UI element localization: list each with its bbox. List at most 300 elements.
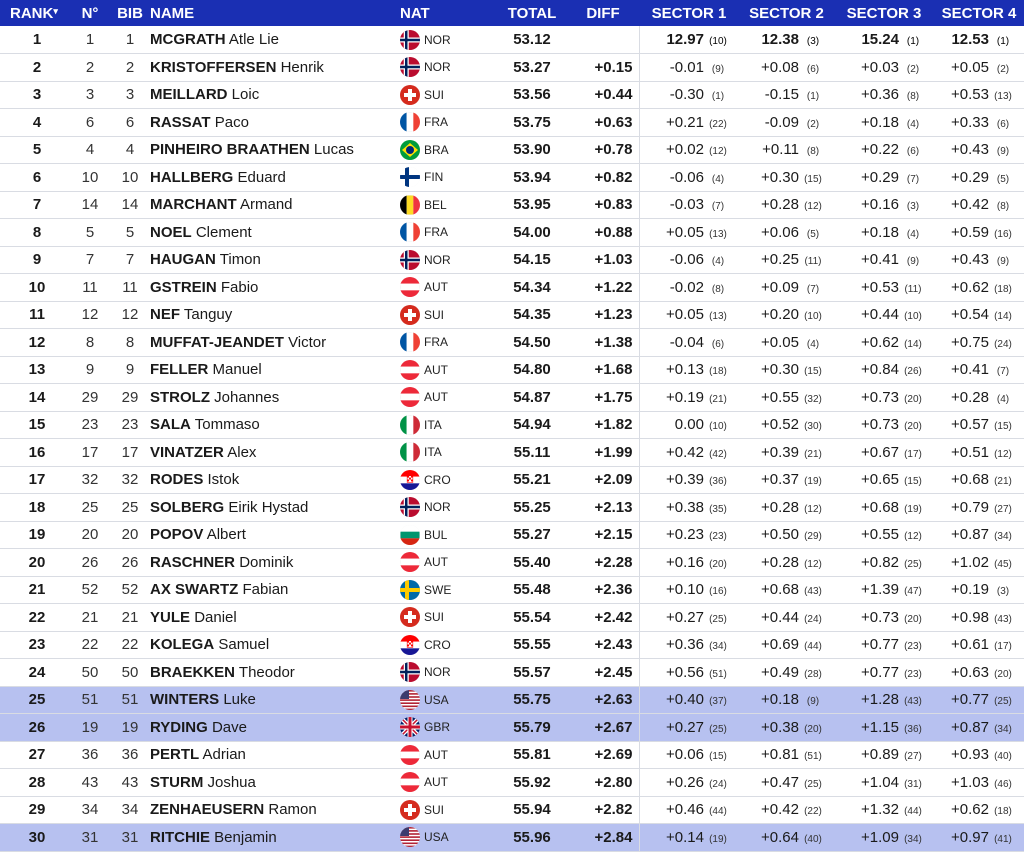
table-row[interactable] <box>0 54 1024 82</box>
sector-rank: (22) <box>804 806 822 818</box>
table-row[interactable] <box>0 631 1024 659</box>
sector-time: 12.97 <box>666 31 704 48</box>
sector2-cell <box>739 796 834 824</box>
bib-cell: 3 <box>125 86 135 104</box>
athlete-name-cell[interactable] <box>150 411 400 439</box>
athlete-first-name: Adrian <box>202 746 246 764</box>
sector-rank: (21) <box>994 476 1012 488</box>
sector-time: +0.54 <box>951 306 989 324</box>
sector3-cell <box>834 301 934 329</box>
athlete-name-cell[interactable] <box>150 54 400 82</box>
diff-cell: +2.09 <box>594 471 633 489</box>
start-number-cell: 9 <box>85 361 95 379</box>
sector-time: +0.21 <box>666 113 704 131</box>
athlete-name-cell[interactable] <box>150 191 400 219</box>
athlete-first-name: Theodor <box>238 663 295 681</box>
sector-time: +0.43 <box>951 251 989 269</box>
athlete-first-name: Victor <box>288 333 327 351</box>
athlete-name-cell[interactable] <box>150 109 400 137</box>
sector-time: +0.23 <box>666 526 704 544</box>
athlete-name-cell[interactable] <box>150 466 400 494</box>
bib-header[interactable]: BIB <box>117 4 143 22</box>
aut-flag-icon <box>400 552 420 572</box>
athlete-last-name: SOLBERG <box>150 498 225 516</box>
sector-rank: (13) <box>709 228 727 240</box>
sector4-cell <box>934 329 1024 357</box>
table-row[interactable] <box>0 356 1024 384</box>
sector-rank: (21) <box>804 448 822 460</box>
bib-cell: 5 <box>125 223 135 241</box>
sector-rank: (15) <box>994 421 1012 433</box>
athlete-name-cell[interactable] <box>150 796 400 824</box>
table-row[interactable] <box>0 824 1024 852</box>
fra-flag-icon <box>400 332 420 352</box>
athlete-name-cell[interactable] <box>150 246 400 274</box>
no-header[interactable]: N° <box>81 4 99 22</box>
nation-code: USA <box>424 830 449 845</box>
sector-time: +0.89 <box>861 746 899 764</box>
sector-time: +0.06 <box>666 746 704 764</box>
sector-time: +0.55 <box>861 526 899 544</box>
sector-rank: (15) <box>709 751 727 763</box>
sector-time: +0.69 <box>761 636 799 654</box>
diff-cell: +1.99 <box>594 443 633 461</box>
sector-time: +0.28 <box>761 553 799 571</box>
athlete-name-cell[interactable] <box>150 384 400 412</box>
rank-cell: 30 <box>28 828 46 846</box>
sector-time: +0.30 <box>761 361 799 379</box>
sector-time: +1.28 <box>861 691 899 709</box>
athlete-name-cell[interactable] <box>150 521 400 549</box>
sector-rank: (3) <box>806 36 820 47</box>
athlete-name-cell[interactable] <box>150 741 400 769</box>
athlete-name-cell[interactable] <box>150 714 400 742</box>
sector-rank: (15) <box>904 476 922 488</box>
start-number-cell: 52 <box>81 581 99 599</box>
sector-time: -0.15 <box>764 86 799 104</box>
sector-rank: (2) <box>906 63 920 75</box>
sector4-header[interactable]: SECTOR 4 <box>941 4 1017 22</box>
sector-rank: (4) <box>996 393 1010 405</box>
sector-rank: (18) <box>709 366 727 378</box>
diff-header[interactable]: DIFF <box>586 4 620 22</box>
athlete-name-cell[interactable] <box>150 494 400 522</box>
sector2-cell <box>739 659 834 687</box>
diff-cell <box>567 26 639 54</box>
athlete-first-name: Loic <box>231 86 260 104</box>
athlete-name-cell[interactable] <box>150 219 400 247</box>
sector-time: +0.36 <box>666 636 704 654</box>
sui-flag-icon <box>400 800 420 820</box>
rank-cell: 6 <box>32 168 42 186</box>
sector-rank: (9) <box>996 146 1010 158</box>
sector-time: +1.03 <box>951 773 989 791</box>
table-row[interactable] <box>0 686 1024 714</box>
sector-rank: (10) <box>709 421 727 433</box>
nation-code: CRO <box>424 637 451 652</box>
total-time-cell: 55.48 <box>513 581 551 599</box>
sort-caret-icon: ▾ <box>53 5 58 16</box>
nation-cell <box>400 384 497 412</box>
usa-flag-icon <box>400 690 420 710</box>
total-time-cell: 55.55 <box>513 636 551 654</box>
athlete-name-cell[interactable] <box>150 274 400 302</box>
rank-cell: 4 <box>32 113 42 131</box>
athlete-first-name: Dominik <box>239 553 294 571</box>
rank-cell: 22 <box>28 608 46 626</box>
athlete-first-name: Dave <box>211 718 247 736</box>
sector-time: +0.77 <box>951 691 989 709</box>
sector3-header[interactable]: SECTOR 3 <box>846 4 922 22</box>
sector4-cell <box>934 494 1024 522</box>
sector-rank: (20) <box>904 613 922 625</box>
sector1-cell <box>639 329 739 357</box>
nation-code: BRA <box>424 142 449 157</box>
sector-rank: (17) <box>904 448 922 460</box>
sector1-cell <box>639 54 739 82</box>
sector4-cell <box>934 136 1024 164</box>
sector-rank: (10) <box>804 311 822 323</box>
sector-rank: (11) <box>804 256 822 268</box>
nation-code: FRA <box>424 335 448 350</box>
start-number-cell: 36 <box>81 746 99 764</box>
sector3-cell <box>834 796 934 824</box>
nor-flag-icon <box>400 57 420 77</box>
sector-rank: (8) <box>711 283 725 295</box>
sector3-cell <box>834 109 934 137</box>
sector-time: 0.00 <box>674 416 704 434</box>
rank-cell: 19 <box>28 526 46 544</box>
sector-rank: (12) <box>904 531 922 543</box>
aut-flag-icon <box>400 387 420 407</box>
sector-time: +0.62 <box>951 278 989 296</box>
sector-rank: (1) <box>806 91 820 103</box>
athlete-last-name: RITCHIE <box>150 828 210 846</box>
total-time-cell: 55.75 <box>513 691 551 709</box>
sector1-cell <box>639 191 739 219</box>
nation-cell <box>400 219 497 247</box>
nation-code: GBR <box>424 720 451 735</box>
results-body <box>0 26 1024 851</box>
sector-time: +0.67 <box>861 443 899 461</box>
rank-cell: 21 <box>28 581 46 599</box>
athlete-name-cell[interactable] <box>150 439 400 467</box>
nation-code: AUT <box>424 555 448 570</box>
sector2-cell <box>739 219 834 247</box>
nation-code: AUT <box>424 775 448 790</box>
header-row <box>0 0 1024 26</box>
sector-rank: (29) <box>804 531 822 543</box>
sector1-cell <box>639 439 739 467</box>
sector-rank: (7) <box>996 366 1010 378</box>
sector-time: +0.27 <box>666 608 704 626</box>
athlete-name-cell[interactable] <box>150 164 400 192</box>
ita-flag-icon <box>400 442 420 462</box>
nation-cell <box>400 54 497 82</box>
sector3-cell <box>834 329 934 357</box>
sector-time: +0.68 <box>951 471 989 489</box>
athlete-last-name: PINHEIRO BRAATHEN <box>150 141 310 159</box>
sector1-cell <box>639 659 739 687</box>
sector-time: -0.30 <box>669 86 704 104</box>
sector-rank: (9) <box>711 63 725 75</box>
sector-time: +0.87 <box>951 526 989 544</box>
sector1-header[interactable]: SECTOR 1 <box>651 4 727 22</box>
table-row[interactable] <box>0 576 1024 604</box>
rank-cell: 8 <box>32 223 42 241</box>
nor-flag-icon <box>400 497 420 517</box>
table-row[interactable] <box>0 329 1024 357</box>
sector1-cell <box>639 576 739 604</box>
athlete-last-name: MCGRATH <box>150 31 226 48</box>
total-time-cell: 54.50 <box>513 333 551 351</box>
table-row[interactable] <box>0 301 1024 329</box>
sector2-cell <box>739 494 834 522</box>
total-time-cell: 55.11 <box>513 443 551 461</box>
athlete-last-name: KOLEGA <box>150 636 215 654</box>
diff-cell: +2.84 <box>594 828 633 846</box>
nation-code: FRA <box>424 225 448 240</box>
athlete-name-cell[interactable] <box>150 604 400 632</box>
nation-cell <box>400 741 497 769</box>
bib-cell: 17 <box>121 443 139 461</box>
table-row[interactable] <box>0 769 1024 797</box>
diff-cell: +0.88 <box>594 223 633 241</box>
diff-cell: +2.45 <box>594 663 633 681</box>
sector-time: +0.10 <box>666 581 704 599</box>
total-time-cell: 54.87 <box>513 388 551 406</box>
table-row[interactable] <box>0 274 1024 302</box>
sector-time: +1.15 <box>861 718 899 736</box>
table-row[interactable] <box>0 659 1024 687</box>
nation-cell <box>400 576 497 604</box>
sector4-cell <box>934 164 1024 192</box>
sector2-header[interactable]: SECTOR 2 <box>749 4 824 22</box>
sector-time: +0.06 <box>761 223 799 241</box>
table-row[interactable] <box>0 246 1024 274</box>
table-row[interactable] <box>0 219 1024 247</box>
sector-rank: (43) <box>804 586 822 598</box>
sector-time: 15.24 <box>861 31 899 48</box>
rank-cell: 26 <box>28 718 46 736</box>
sector2-cell <box>739 824 834 852</box>
sector-time: +0.18 <box>861 113 899 131</box>
bib-cell: 12 <box>121 306 139 324</box>
table-row[interactable] <box>0 384 1024 412</box>
athlete-first-name: Tommaso <box>194 416 260 434</box>
table-row[interactable] <box>0 411 1024 439</box>
sector-rank: (7) <box>906 173 920 185</box>
bib-cell: 23 <box>121 416 139 434</box>
nation-code: NOR <box>424 252 451 267</box>
total-time-cell: 55.57 <box>513 663 551 681</box>
sector-rank: (32) <box>804 393 822 405</box>
nation-code: NOR <box>424 60 451 75</box>
nation-code: ITA <box>424 417 442 432</box>
sector-rank: (31) <box>904 778 922 790</box>
table-row[interactable] <box>0 494 1024 522</box>
sector2-cell <box>739 521 834 549</box>
athlete-last-name: WINTERS <box>150 691 220 709</box>
sector-rank: (17) <box>994 641 1012 653</box>
sector2-cell <box>739 54 834 82</box>
bib-cell: 19 <box>121 718 139 736</box>
nation-code: BUL <box>424 527 448 542</box>
sector-rank: (22) <box>709 118 727 130</box>
name-header[interactable]: NAME <box>150 4 195 22</box>
table-row[interactable] <box>0 81 1024 109</box>
nation-cell <box>400 246 497 274</box>
bib-cell: 14 <box>121 196 139 214</box>
athlete-name-cell[interactable] <box>150 576 400 604</box>
athlete-name-cell[interactable] <box>150 329 400 357</box>
sector4-cell <box>934 686 1024 714</box>
start-number-cell: 5 <box>85 223 95 241</box>
sector-time: -0.06 <box>669 251 704 269</box>
sector-time: +0.19 <box>666 388 704 406</box>
start-number-cell: 14 <box>81 196 99 214</box>
sector4-cell <box>934 439 1024 467</box>
table-row[interactable] <box>0 191 1024 219</box>
sector-rank: (18) <box>994 283 1012 295</box>
sector-time: +0.05 <box>761 333 799 351</box>
sector1-cell <box>639 769 739 797</box>
nation-cell <box>400 549 497 577</box>
sector-time: +0.39 <box>761 443 799 461</box>
sector-rank: (5) <box>996 173 1010 185</box>
nat-header[interactable]: NAT <box>400 4 430 22</box>
nation-cell <box>400 686 497 714</box>
sector-rank: (20) <box>904 421 922 433</box>
bib-cell: 4 <box>125 141 135 159</box>
bib-cell: 52 <box>121 581 139 599</box>
athlete-name-cell[interactable] <box>150 659 400 687</box>
sector4-cell <box>934 301 1024 329</box>
table-row[interactable] <box>0 136 1024 164</box>
sector2-cell <box>739 191 834 219</box>
sector-rank: (5) <box>806 228 820 240</box>
nation-cell <box>400 164 497 192</box>
bib-cell: 9 <box>125 361 135 379</box>
athlete-name-cell[interactable] <box>150 136 400 164</box>
sector-rank: (44) <box>709 806 727 818</box>
athlete-name-cell[interactable] <box>150 26 400 54</box>
sector-rank: (13) <box>709 311 727 323</box>
table-row[interactable] <box>0 466 1024 494</box>
sector4-cell <box>934 769 1024 797</box>
sector-rank: (25) <box>904 558 922 570</box>
start-number-cell: 20 <box>81 526 99 544</box>
athlete-name-cell[interactable] <box>150 686 400 714</box>
sector-time: +0.44 <box>761 608 799 626</box>
table-row[interactable] <box>0 26 1024 54</box>
table-row[interactable] <box>0 439 1024 467</box>
table-row[interactable] <box>0 714 1024 742</box>
sector-rank: (40) <box>804 833 822 845</box>
sector-rank: (34) <box>994 723 1012 735</box>
sector-rank: (2) <box>806 118 820 130</box>
sector-time: +0.57 <box>951 416 989 434</box>
sector4-cell <box>934 219 1024 247</box>
diff-cell: +2.82 <box>594 801 633 819</box>
table-row[interactable] <box>0 741 1024 769</box>
athlete-last-name: RASSAT <box>150 113 211 131</box>
sector-rank: (11) <box>904 283 922 295</box>
nation-code: AUT <box>424 362 448 377</box>
sector4-cell <box>934 384 1024 412</box>
sector-rank: (51) <box>709 668 727 680</box>
athlete-first-name: Alex <box>227 443 257 461</box>
sector3-cell <box>834 549 934 577</box>
diff-cell: +2.80 <box>594 773 633 791</box>
nor-flag-icon <box>400 662 420 682</box>
table-row[interactable] <box>0 796 1024 824</box>
diff-cell: +2.69 <box>594 746 633 764</box>
sector-rank: (2) <box>996 63 1010 75</box>
athlete-name-cell[interactable] <box>150 549 400 577</box>
sector-rank: (8) <box>806 146 820 158</box>
sector-time: +0.56 <box>666 663 704 681</box>
athlete-name-cell[interactable] <box>150 824 400 852</box>
sector1-cell <box>639 246 739 274</box>
start-number-cell: 12 <box>81 306 99 324</box>
ita-flag-icon <box>400 415 420 435</box>
athlete-name-cell[interactable] <box>150 301 400 329</box>
athlete-first-name: Istok <box>207 471 240 489</box>
total-time-cell: 53.90 <box>513 141 551 159</box>
sector3-cell <box>834 769 934 797</box>
athlete-name-cell[interactable] <box>150 81 400 109</box>
table-row[interactable] <box>0 549 1024 577</box>
sector-rank: (23) <box>709 531 727 543</box>
table-row[interactable] <box>0 109 1024 137</box>
sector-rank: (20) <box>904 393 922 405</box>
nation-code: NOR <box>424 665 451 680</box>
table-row[interactable] <box>0 164 1024 192</box>
bib-cell: 6 <box>125 113 135 131</box>
sector-rank: (19) <box>709 833 727 845</box>
athlete-first-name: Eduard <box>237 168 286 186</box>
sector-rank: (4) <box>906 118 920 130</box>
sector3-cell <box>834 659 934 687</box>
sector-time: +0.05 <box>666 223 704 241</box>
athlete-name-cell[interactable] <box>150 356 400 384</box>
sector-rank: (14) <box>904 338 922 350</box>
athlete-first-name: Clement <box>195 223 252 241</box>
athlete-name-cell[interactable] <box>150 631 400 659</box>
total-time-cell: 53.95 <box>513 196 551 214</box>
table-row[interactable] <box>0 521 1024 549</box>
sector-time: +0.42 <box>951 196 989 214</box>
nation-cell <box>400 494 497 522</box>
sector-time: +1.02 <box>951 553 989 571</box>
sector1-cell <box>639 411 739 439</box>
athlete-first-name: Albert <box>206 526 246 544</box>
sector-rank: (43) <box>904 696 922 708</box>
start-number-cell: 21 <box>81 608 99 626</box>
total-header[interactable]: TOTAL <box>507 4 557 22</box>
sector-time: -0.01 <box>669 58 704 76</box>
sector-rank: (4) <box>906 228 920 240</box>
athlete-name-cell[interactable] <box>150 769 400 797</box>
sector-time: +0.03 <box>861 58 899 76</box>
athlete-first-name: Manuel <box>212 361 262 379</box>
table-row[interactable] <box>0 604 1024 632</box>
total-time-cell: 55.40 <box>513 553 551 571</box>
sector2-cell <box>739 301 834 329</box>
sector1-cell <box>639 81 739 109</box>
rank-header[interactable] <box>0 0 70 26</box>
